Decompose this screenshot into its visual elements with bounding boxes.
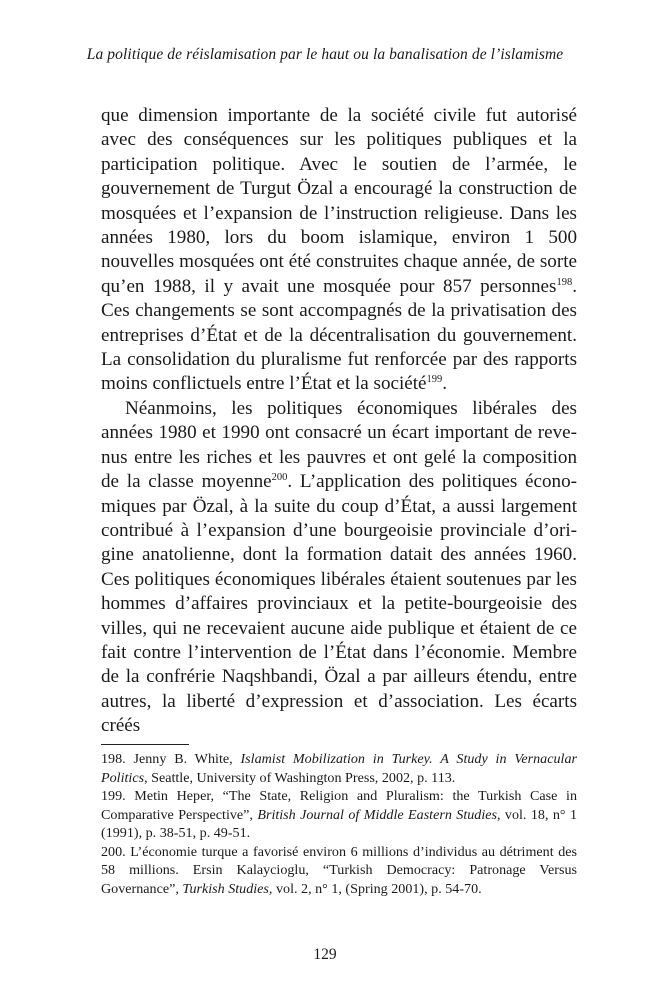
footnote-title: Turkish Studies [182,880,269,897]
paragraph [101,104,577,397]
footnote-text: , Seattle, University of Washington Press, 2002, p. 113. [144,769,456,786]
footnote-ref-198[interactable]: 198 [556,276,573,288]
footnote-199 [101,787,577,843]
footnote-198 [101,750,577,787]
footnote-text: , vol. 18, n° 1 (1991), p. 38-51, p. 49-51. [101,806,577,841]
text-run: . [442,373,448,395]
text-run: . Ces changements se sont accompagnés de la privatisation des entreprises d’État et de la décentralisation du gouvernement. La consolidation du pluralisme fut renforcée par des rapports moins conflictuels entre l’État et la société [101,275,577,395]
footnotes [101,750,577,898]
footnote-separator [101,744,189,745]
footnote-title: British Journal of Middle Eastern Studies [257,806,497,823]
footnote-text: , vol. 2, n° 1, (Spring 2001), p. 54-70. [268,880,482,897]
text-run: que dimension importante de la société civile fut autorisé avec des conséquences sur les politiques publiques et la participation politique. Avec le soutien de l’armée, le gouvernement de Turgut Özal a encouragé la construction de mosquées et l’expansion de l’instruction religieuse. Dans les années 1980, lors du boom islamique, environ 1 500 nouvelles mosquées ont été construites chaque année, de sorte qu’en 1988, il y avait une mosquée pour 857 personnes [101,105,577,297]
text-run: Néanmoins, les politiques économiques libérales des années 1980 et 1990 ont consacré un écart important de revenus entre les riches et les pauvres et ont gelé la composition de la classe moyenne [101,397,577,493]
paragraph [101,397,577,739]
text-run: . L’application des politiques économiques par Özal, à la suite du coup d’État, a aussi largement contribué à l’expansion d’une bourgeoisie provinciale d’origine anatolienne, dont la formation datait des années 1960. Ces politiques économiques libérales étaient soutenues par les hommes d’affaires provinciaux et la petite-bourgeoisie des villes, qui ne recevaient aucune aide publique et étaient de ce fait contre l’intervention de l’État dans l’économie. Membre de la confrérie Naqshbandi, Özal a par ailleurs étendu, entre autres, la liberté d’expression et d’association. Les écarts créés [101,471,577,737]
footnote-200 [101,843,577,899]
footnote-ref-200[interactable]: 200 [271,472,288,484]
footnote-ref-199[interactable]: 199 [426,374,443,386]
footnote-text: 200. L’économie turque a favorisé environ 6 millions d’individus au détriment des 58 millions. Ersin Kalaycioglu, “Turkish Democracy: Patronage Versus Governance”, [101,843,577,897]
footnote-text: 198. Jenny B. White, [101,751,241,767]
footnote-title: Islamist Mobilization in Turkey. A Study in Vernacular Politics [101,751,577,786]
footnote-text: 199. Metin Heper, “The State, Religion and Pluralism: the Turkish Case in Comparative Perspective”, [101,788,577,823]
running-head: La politique de réislamisation par le haut ou la banalisation de l’islamisme [86,46,564,63]
body-text [101,104,577,739]
page-number: 129 [313,946,337,963]
